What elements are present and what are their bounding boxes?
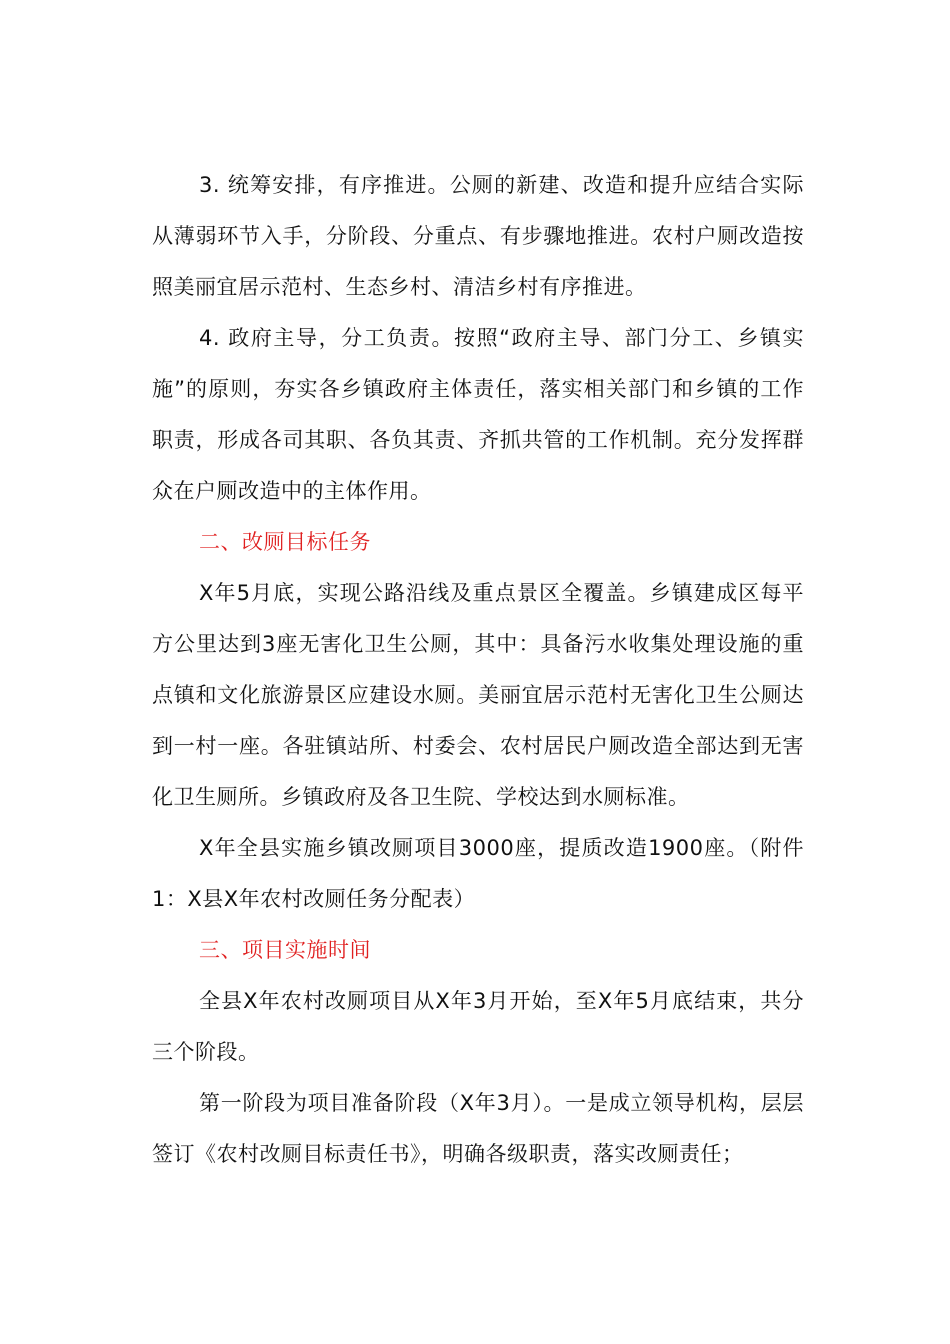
paragraph-principle-3: 3. 统筹安排，有序推进。公厕的新建、改造和提升应结合实际从薄弱环节入手，分阶段、分重点、有步骤地推进。农村户厕改造按照美丽宜居示范村、生态乡村、清洁乡村有序推进。	[152, 173, 804, 299]
paragraph-goals: X年5月底，实现公路沿线及重点景区全覆盖。乡镇建成区每平方公里达到3座无害化卫生公厕，其中：具备污水收集处理设施的重点镇和文化旅游景区应建设水厕。美丽宜居示范村无害化卫生公厕达到一村一座。各驻镇站所、村委会、农村居民户厕改造全部达到无害化卫生厕所。乡镇政府及各卫生院、学校达到水厕标准。	[152, 581, 804, 809]
section-heading-goals: 二、改厕目标任务	[199, 530, 371, 554]
section-heading-schedule: 三、项目实施时间	[199, 938, 371, 962]
paragraph-phase-one: 第一阶段为项目准备阶段（X年3月）。一是成立领导机构，层层签订《农村改厕目标责任书》，明确各级职责，落实改厕责任；	[152, 1091, 804, 1166]
document-body	[152, 160, 804, 1180]
paragraph-principle-4: 4. 政府主导，分工负责。按照“政府主导、部门分工、乡镇实施”的原则，夯实各乡镇政府主体责任，落实相关部门和乡镇的工作职责，形成各司其职、各负其责、齐抓共管的工作机制。充分发挥群众在户厕改造中的主体作用。	[152, 326, 804, 503]
paragraph-project-count: X年全县实施乡镇改厕项目3000座，提质改造1900座。（附件1：X县X年农村改厕任务分配表）	[152, 836, 804, 911]
paragraph-schedule: 全县X年农村改厕项目从X年3月开始，至X年5月底结束，共分三个阶段。	[152, 989, 804, 1064]
